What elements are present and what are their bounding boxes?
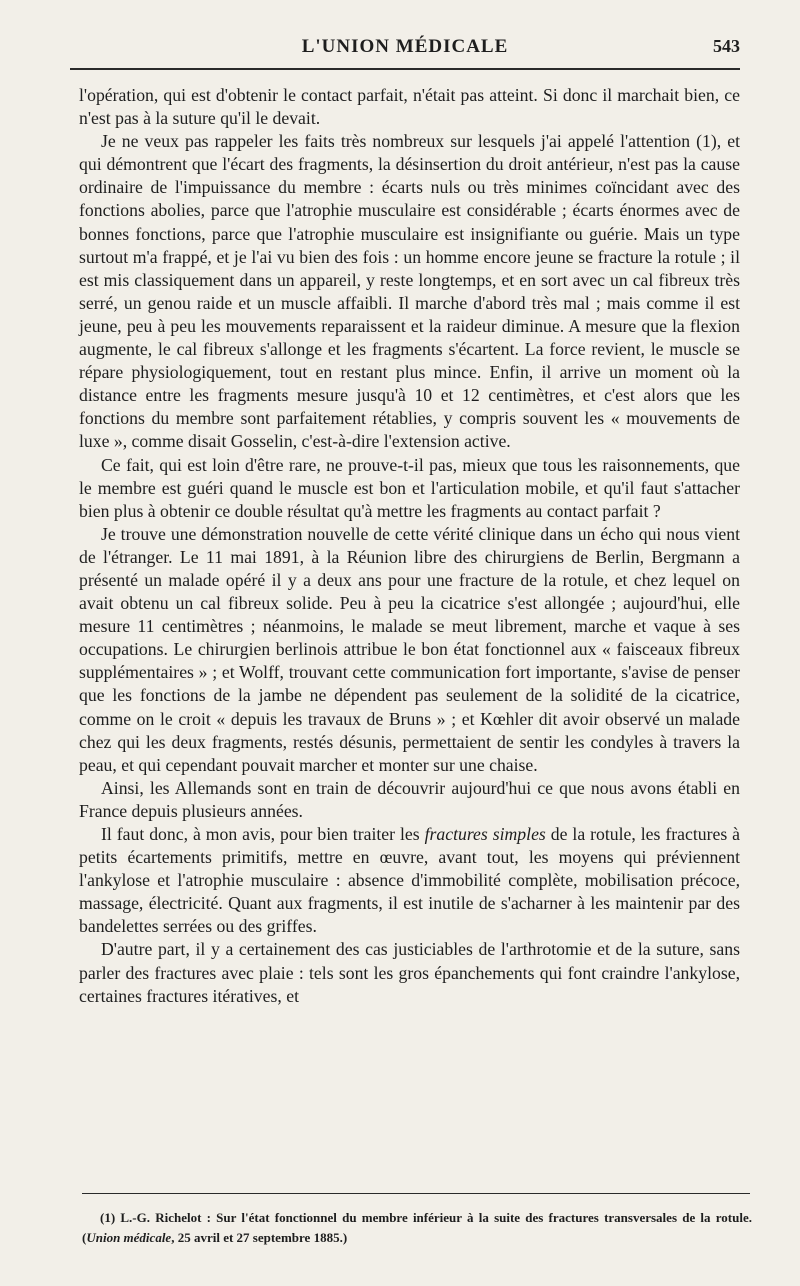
paragraph-atrophy: Je ne veux pas rappeler les faits très nombreux sur lesquels j'ai appelé l'attention (1), et qui démontrent que l'écart des fragments, la désinsertion du droit antérieur, n'est pas la cause ordinaire de l'impuissance du membre : écarts nuls ou très minimes coïncidant avec des fonctions abolies, parce que l'atrophie musculaire est considérable ; écarts énormes avec de bonnes fonctions, parce que l'atrophie musculaire est insignifiante ou guérie. Mais un type surtout m'a frappé, et je l'ai vu bien des fois : un homme encore jeune se fracture la rotule ; il est mis classiquement dans un appareil, y reste longtemps, et en sort avec un cal fibreux très serré, un genou raide et un muscle affaibli. Il marche d'abord très mal ; mais comme il est jeune, peu à peu les mouvements reparaissent et la raideur diminue. A mesure que la flexion augmente, le cal fibreux s'allonge et les fragments s'écartent. La force revient, le muscle se répare physiologiquement, tout en restant plus mince. Enfin, il arrive un moment où la distance entre les fragments mesure jusqu'à 10 et 12 centimètres, et c'est alors que les fonctions du membre sont parfaitement rétablies, y compris souvent les « mouvements de luxe », comme disait Gosselin, c'est-à-dire l'extension active. (79, 131, 740, 452)
paragraph-arthrotomie: D'autre part, il y a certainement des cas justiciables de l'arthrotomie et de la suture, sans parler des fractures avec plaie : tels sont les gros épanchements qui font craindre l'ankylose, certaines fractures itératives, et (79, 939, 740, 1006)
page-number: 543 (713, 36, 740, 56)
footnote-journal: Union médicale (86, 1230, 172, 1245)
paragraph-fractures-text-before: Il faut donc, à mon avis, pour bien traiter les (101, 824, 425, 844)
footnote-text-end: , 25 avril et 27 septembre 1885.) (171, 1230, 348, 1245)
running-head (70, 36, 740, 64)
paragraph-fractures-emphasis: fractures simples (424, 824, 546, 844)
header-rule (70, 68, 740, 70)
footnote-rule (82, 1193, 750, 1194)
paragraph-allemands: Ainsi, les Allemands sont en train de découvrir aujourd'hui ce que nous avons établi en France depuis plusieurs années. (79, 777, 740, 821)
paragraph-fractures-text-after: de la rotule, les fractures à petits écartements primitifs, mettre en œuvre, avant tout, les moyens qui préviennent l'ankylose et l'atrophie musculaire : absence d'immobilité complète, mobilisation précoce, massage, électricité. Quant aux fragments, il est inutile de s'acharner à les maintenir par des bandelettes serrées ou des griffes. (79, 824, 741, 937)
footnote (82, 1208, 752, 1248)
footnote-text-start: (1) L.-G. Richelot : Sur l'état fonctionnel du membre inférieur à la suite des fractures transversales de la rotule. ( (82, 1210, 752, 1245)
paragraph-berlin: Je trouve une démonstration nouvelle de cette vérité clinique dans un écho qui nous vient de l'étranger. Le 11 mai 1891, à la Réunion libre des chirurgiens de Berlin, Bergmann a présenté un malade opéré il y a deux ans pour une fracture de la rotule, et chez lequel on avait obtenu un cal fibreux solide. Peu à peu la cicatrice s'est allongée ; aujourd'hui, elle mesure 11 centimètres ; néanmoins, le malade se meut librement, marche et vaque à ses occupations. Le chirurgien berlinois attribue le bon état fonctionnel aux « faisceaux fibreux supplémentaires » ; et Wolff, trouvant cette communication fort importante, s'avise de penser que les fonctions de la jambe ne dépendent pas seulement de la solidité de la cicatrice, comme on le croit « depuis les travaux de Bruns » ; et Kœhler dit avoir observé un malade chez qui les deux fragments, restés désunis, permettaient de sentir les condyles à travers la peau, et qui cependant pouvait marcher et monter sur une chaise. (79, 523, 740, 775)
journal-title: L'UNION MÉDICALE (301, 36, 509, 57)
body-text (79, 84, 740, 1008)
paragraph-continuation: l'opération, qui est d'obtenir le contact parfait, n'était pas atteint. Si donc il marchait bien, ce n'est pas à la suture qu'il le devait. (79, 85, 740, 129)
paragraph-fractures-simples (79, 823, 740, 938)
paragraph-question: Ce fait, qui est loin d'être rare, ne prouve-t-il pas, mieux que tous les raisonnements, que le membre est guéri quand le muscle est bon et l'articulation mobile, et qu'il faut s'attacher bien plus à obtenir ce double résultat qu'à mettre les fragments au contact parfait ? (79, 454, 740, 521)
